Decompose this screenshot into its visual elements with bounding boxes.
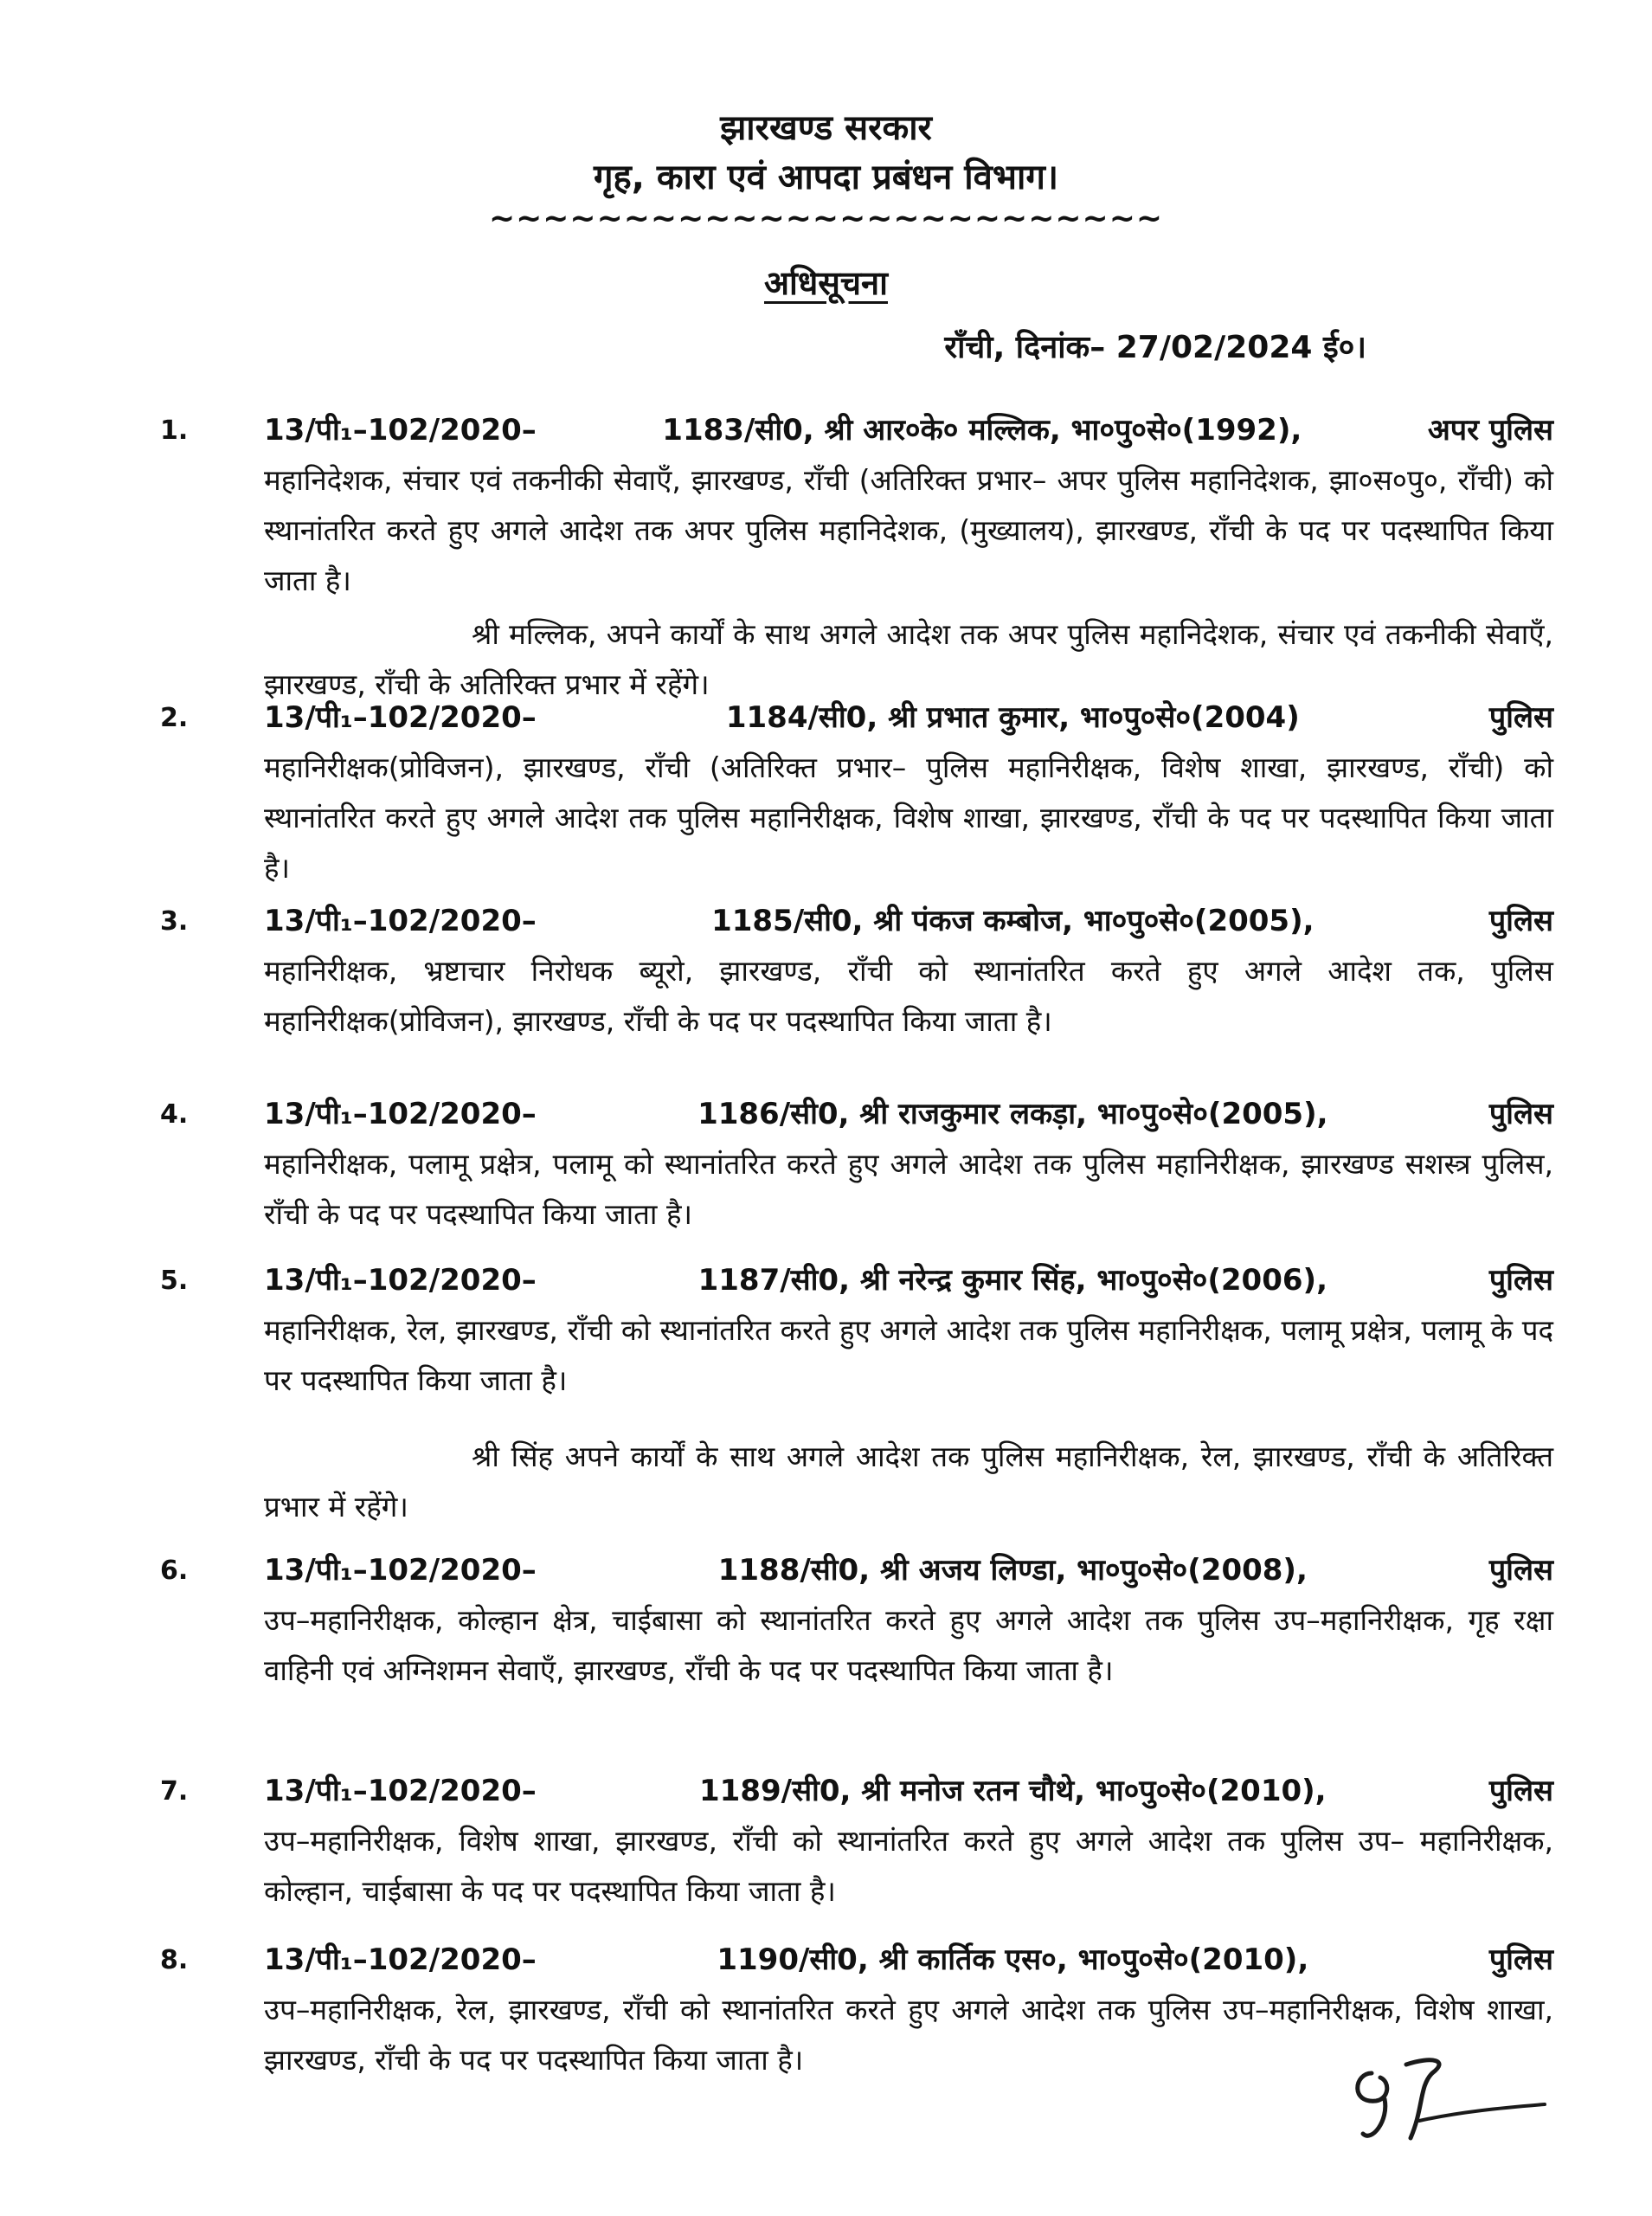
item-heading bbox=[264, 1089, 1553, 1139]
item-number: 7. bbox=[160, 1776, 189, 1807]
file-reference: 13/पी₁–102/2020– bbox=[264, 1263, 537, 1298]
item-text: महानिरीक्षक(प्रोविजन), झारखण्ड, राँची (अतिरिक्त प्रभार– पुलिस महानिरीक्षक, विशेष शाखा, झारखण्ड, राँची) को स्थानांतरित करते हुए अगले आदेश तक पुलिस महानिरीक्षक, विशेष शाखा, झारखण्ड, राँची के पद पर पदस्थापित किया जाता है। bbox=[264, 750, 1553, 885]
designation-lead: पुलिस bbox=[1488, 904, 1553, 938]
memo-officer: 1190/सी0, श्री कार्तिक एस०, भा०पु०से०(2010), bbox=[717, 1942, 1309, 1977]
item-body bbox=[264, 1545, 1553, 1696]
item-heading bbox=[264, 1766, 1553, 1816]
file-reference: 13/पी₁–102/2020– bbox=[264, 904, 537, 938]
item-text: महानिरीक्षक, पलामू प्रक्षेत्र, पलामू को स्थानांतरित करते हुए अगले आदेश तक पुलिस महानिरीक्षक, झारखण्ड सशस्त्र पुलिस, राँची के पद पर पदस्थापित किया जाता है। bbox=[264, 1147, 1553, 1231]
item-body bbox=[264, 405, 1553, 710]
item-number: 3. bbox=[160, 906, 189, 937]
designation-lead: पुलिस bbox=[1488, 1263, 1553, 1298]
item-text: महानिदेशक, संचार एवं तकनीकी सेवाएँ, झारखण्ड, राँची (अतिरिक्त प्रभार– अपर पुलिस महानिदेशक, झा०स०पु०, राँची) को स्थानांतरित करते हुए अगले आदेश तक अपर पुलिस महानिदेशक, (मुख्यालय), झारखण्ड, राँची के पद पर पदस्थापित किया जाता है। bbox=[264, 463, 1553, 597]
file-reference: 13/पी₁–102/2020– bbox=[264, 413, 537, 448]
item-number: 2. bbox=[160, 703, 189, 733]
memo-officer: 1184/सी0, श्री प्रभात कुमार, भा०पु०से०(2004) bbox=[725, 700, 1300, 735]
item-heading bbox=[264, 1255, 1553, 1305]
item-text: महानिरीक्षक, भ्रष्टाचार निरोधक ब्यूरो, झारखण्ड, राँची को स्थानांतरित करते हुए अगले आदेश तक, पुलिस महानिरीक्षक(प्रोविजन), झारखण्ड, राँची के पद पर पदस्थापित किया जाता है। bbox=[264, 954, 1553, 1038]
item-text: उप–महानिरीक्षक, विशेष शाखा, झारखण्ड, राँची को स्थानांतरित करते हुए अगले आदेश तक पुलिस उप– महानिरीक्षक, कोल्हान, चाईबासा के पद पर पदस्थापित किया जाता है। bbox=[264, 1824, 1553, 1908]
designation-lead: पुलिस bbox=[1488, 700, 1553, 735]
item-heading bbox=[264, 405, 1553, 455]
memo-officer: 1185/सी0, श्री पंकज कम्बोज, भा०पु०से०(2005), bbox=[711, 904, 1315, 938]
item-heading bbox=[264, 1545, 1553, 1595]
item-text: महानिरीक्षक, रेल, झारखण्ड, राँची को स्थानांतरित करते हुए अगले आदेश तक पुलिस महानिरीक्षक, पलामू प्रक्षेत्र, पलामू के पद पर पदस्थापित किया जाता है। bbox=[264, 1313, 1553, 1397]
item-heading bbox=[264, 1935, 1553, 1985]
item-body bbox=[264, 896, 1553, 1047]
item-text: उप–महानिरीक्षक, रेल, झारखण्ड, राँची को स्थानांतरित करते हुए अगले आदेश तक पुलिस उप–महानिरीक्षक, विशेष शाखा, झारखण्ड, राँची के पद पर पदस्थापित किया जाता है। bbox=[264, 1993, 1553, 2077]
item-body bbox=[264, 1766, 1553, 1916]
signature-mark bbox=[1337, 2039, 1562, 2168]
item-number: 1. bbox=[160, 416, 189, 446]
item-number: 4. bbox=[160, 1099, 189, 1130]
designation-lead: अपर पुलिस bbox=[1427, 413, 1553, 448]
designation-lead: पुलिस bbox=[1488, 1942, 1553, 1977]
memo-officer: 1188/सी0, श्री अजय लिण्डा, भा०पु०से०(2008), bbox=[717, 1553, 1308, 1588]
designation-lead: पुलिस bbox=[1488, 1553, 1553, 1588]
item-heading bbox=[264, 896, 1553, 946]
file-reference: 13/पी₁–102/2020– bbox=[264, 1942, 537, 1977]
file-reference: 13/पी₁–102/2020– bbox=[264, 1097, 537, 1131]
separator-line: ~~~~~~~~~~~~~~~~~~~~~~~~~ bbox=[488, 201, 1164, 236]
memo-officer: 1187/सी0, श्री नरेन्द्र कुमार सिंह, भा०पु०से०(2006), bbox=[697, 1263, 1327, 1298]
item-number: 5. bbox=[160, 1266, 189, 1296]
notification-title: अधिसूचना bbox=[764, 264, 888, 302]
item-body bbox=[264, 692, 1553, 893]
item-body bbox=[264, 1255, 1553, 1532]
file-reference: 13/पी₁–102/2020– bbox=[264, 1774, 537, 1808]
place-date-line: राँची, दिनांक– 27/02/2024 ई०। bbox=[944, 330, 1366, 365]
item-number: 6. bbox=[160, 1556, 189, 1586]
memo-officer: 1189/सी0, श्री मनोज रतन चौथे, भा०पु०से०(2010), bbox=[699, 1774, 1327, 1808]
item-note: श्री सिंह अपने कार्यों के साथ अगले आदेश तक पुलिस महानिरीक्षक, रेल, झारखण्ड, राँची के अतिरिक्त प्रभार में रहेंगे। bbox=[264, 1440, 1553, 1524]
memo-officer: 1183/सी0, श्री आर०के० मल्लिक, भा०पु०से०(1992), bbox=[662, 413, 1302, 448]
file-reference: 13/पी₁–102/2020– bbox=[264, 700, 537, 735]
designation-lead: पुलिस bbox=[1488, 1774, 1553, 1808]
file-reference: 13/पी₁–102/2020– bbox=[264, 1553, 537, 1588]
government-heading: झारखण्ड सरकार bbox=[720, 108, 932, 148]
item-number: 8. bbox=[160, 1945, 189, 1975]
memo-officer: 1186/सी0, श्री राजकुमार लकड़ा, भा०पु०से०(2005), bbox=[697, 1097, 1328, 1131]
department-heading: गृह, कारा एवं आपदा प्रबंधन विभाग। bbox=[593, 158, 1059, 197]
item-body bbox=[264, 1089, 1553, 1240]
item-heading bbox=[264, 692, 1553, 743]
designation-lead: पुलिस bbox=[1488, 1097, 1553, 1131]
item-text: उप–महानिरीक्षक, कोल्हान क्षेत्र, चाईबासा को स्थानांतरित करते हुए अगले आदेश तक पुलिस उप–महानिरीक्षक, गृह रक्षा वाहिनी एवं अग्निशमन सेवाएँ, झारखण्ड, राँची के पद पर पदस्थापित किया जाता है। bbox=[264, 1603, 1553, 1687]
item-note: श्री मल्लिक, अपने कार्यों के साथ अगले आदेश तक अपर पुलिस महानिदेशक, संचार एवं तकनीकी सेवाएँ, झारखण्ड, राँची के अतिरिक्त प्रभार में रहेंगे। bbox=[264, 617, 1553, 701]
